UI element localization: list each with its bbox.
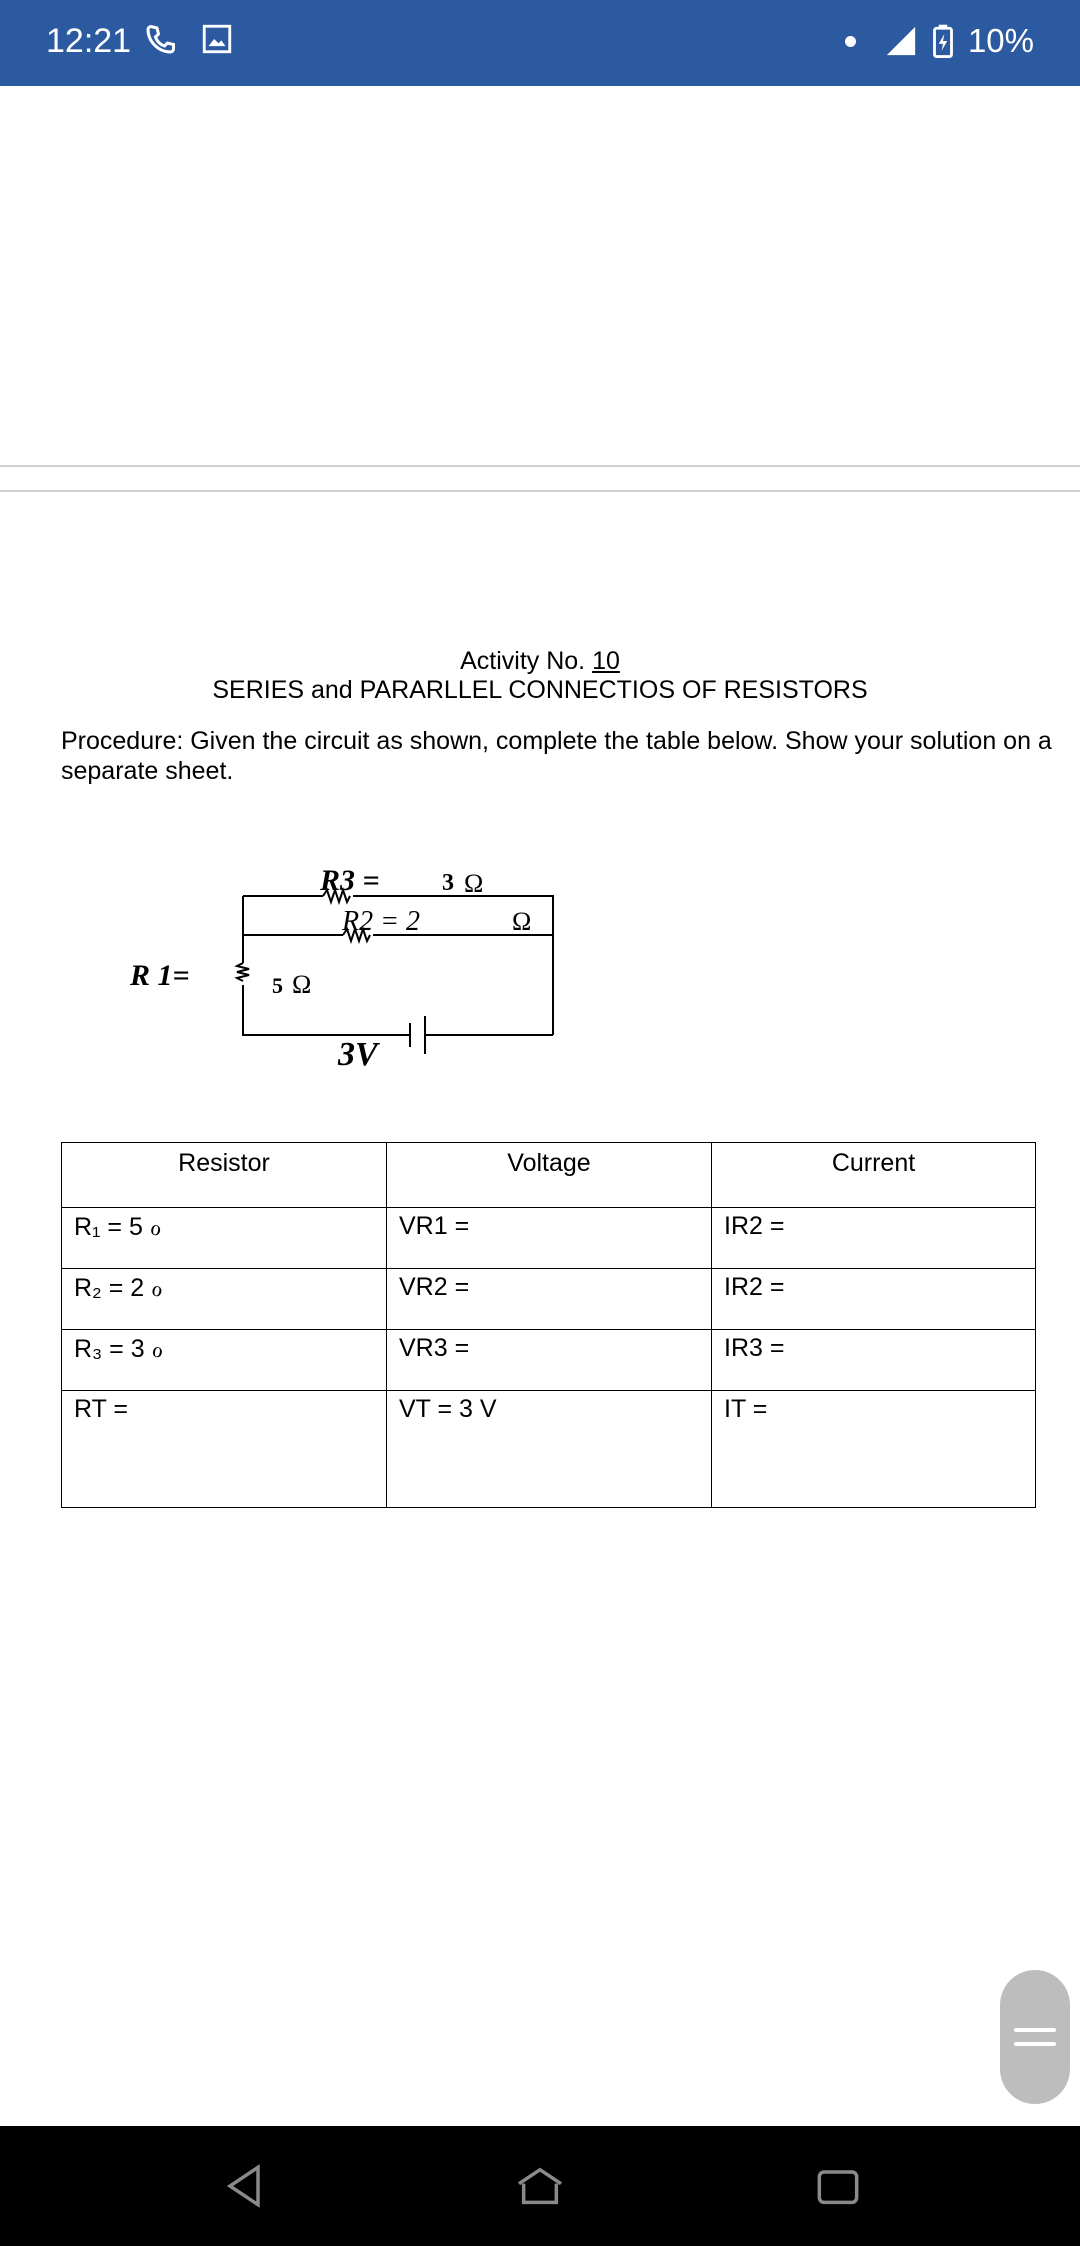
activity-heading <box>0 647 1080 676</box>
source-label: 3V <box>338 1036 378 1073</box>
navigation-bar <box>0 2126 1080 2246</box>
r3-value: 3 <box>442 870 454 896</box>
page-divider-top <box>0 465 1080 467</box>
header-resistor: Resistor <box>62 1143 387 1208</box>
r1-resistor <box>237 963 249 981</box>
current-cell: IR2 = <box>712 1269 1036 1330</box>
signal-icon <box>884 24 918 58</box>
back-icon[interactable] <box>216 2158 272 2214</box>
resistor-cell: RT = <box>62 1391 387 1508</box>
r1-label: R 1= <box>130 959 190 992</box>
current-cell: IR2 = <box>712 1208 1036 1269</box>
scroll-handle[interactable] <box>1000 1970 1070 2104</box>
circuit-wire <box>243 985 553 1035</box>
recents-icon[interactable] <box>810 2158 866 2214</box>
r1-ohm: Ω <box>292 970 312 999</box>
table-row <box>62 1269 1036 1330</box>
voltage-cell: VR3 = <box>387 1330 712 1391</box>
table-row <box>62 1208 1036 1269</box>
current-cell: IT = <box>712 1391 1036 1508</box>
resistor-cell: R₃ = 3 ℴ <box>62 1330 387 1391</box>
activity-number: 10 <box>592 647 620 675</box>
document-subtitle: SERIES and PARARLLEL CONNECTIOS OF RESISTORS <box>212 676 868 704</box>
battery-symbol <box>410 1016 425 1054</box>
r2-ohm: Ω <box>512 907 532 936</box>
r2-label: R2 = 2 <box>342 906 420 937</box>
header-current: Current <box>712 1143 1036 1208</box>
notification-dot <box>845 36 856 47</box>
image-icon <box>200 22 234 56</box>
scroll-handle-grip <box>1014 2042 1056 2046</box>
current-cell: IR3 = <box>712 1330 1036 1391</box>
battery-level: 10% <box>967 22 1034 59</box>
results-table <box>61 1142 1036 1508</box>
call-icon <box>142 22 178 58</box>
status-bar <box>0 0 1080 86</box>
page-divider-bottom <box>0 490 1080 492</box>
circuit-diagram <box>120 860 580 1080</box>
r1-value: 5 <box>272 973 283 998</box>
header-voltage: Voltage <box>387 1143 712 1208</box>
resistor-cell: R₂ = 2 ℴ <box>62 1269 387 1330</box>
voltage-cell: VR1 = <box>387 1208 712 1269</box>
activity-label: Activity No. <box>460 647 586 675</box>
resistor-cell: R₁ = 5 ℴ <box>62 1208 387 1269</box>
table-row <box>62 1330 1036 1391</box>
status-time: 12:21 <box>46 22 132 60</box>
table-header-row <box>62 1143 1036 1208</box>
procedure-text: Procedure: Given the circuit as shown, complete the table below. Show your solution on a separate sheet. <box>61 727 1052 785</box>
battery-charging-icon <box>932 24 954 58</box>
table-row-total <box>62 1391 1036 1508</box>
r3-label: R3 = <box>320 864 380 897</box>
r3-ohm: Ω <box>464 869 484 898</box>
home-icon[interactable] <box>512 2158 568 2214</box>
voltage-cell: VT = 3 V <box>387 1391 712 1508</box>
scroll-handle-grip <box>1014 2028 1056 2032</box>
voltage-cell: VR2 = <box>387 1269 712 1330</box>
